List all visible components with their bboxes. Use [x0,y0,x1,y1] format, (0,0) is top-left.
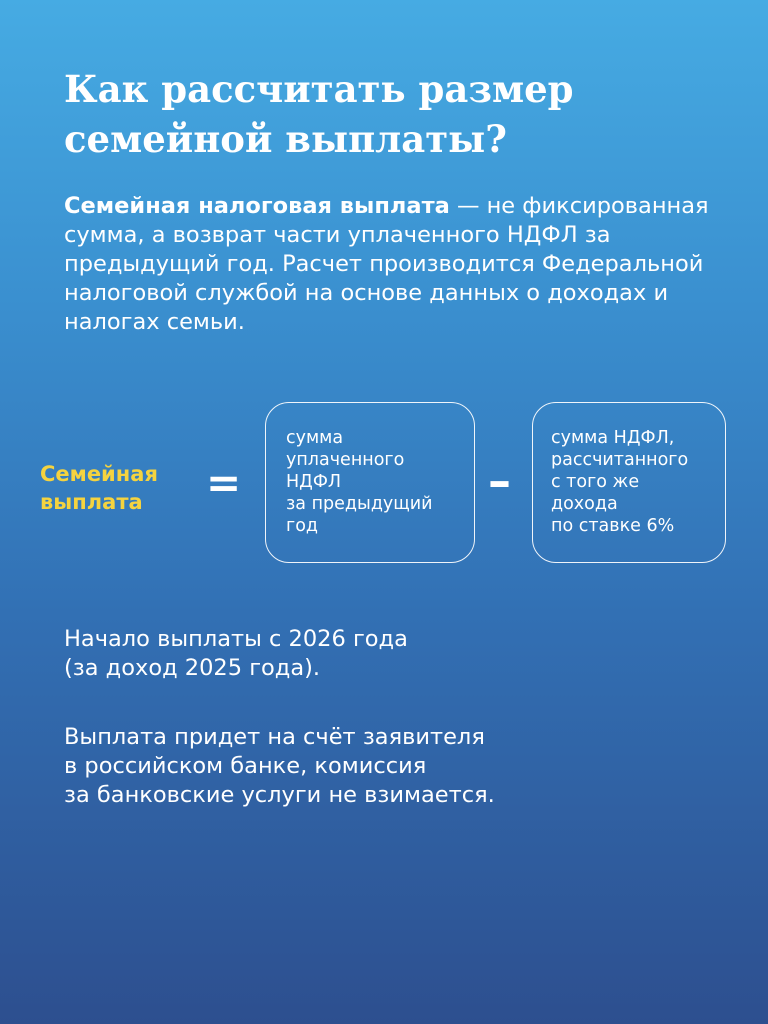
formula-label: Семейная выплата [40,462,158,514]
formula-term-paid-ndfl: сумма уплаченного НДФЛ за предыдущий год [265,402,475,563]
intro-text: — не фиксированная сумма, а возврат части уплаченного НДФЛ за предыдущий год. Расчет производится Федеральной налоговой службой на основе данных о доходах и налогах семьи. [64,193,709,335]
minus-sign: – [488,454,511,508]
intro-lead: Семейная налоговая выплата [64,193,450,219]
page-title: Как рассчитать размер семейной выплаты? [64,67,574,161]
intro-paragraph [64,192,744,337]
bank-transfer-note: Выплата придет на счёт заявителя в российском банке, комиссия за банковские услуги не взимается. [64,724,495,808]
equals-sign: = [206,458,242,507]
formula-term-ndfl-6-percent: сумма НДФЛ, рассчитанного с того же дохода по ставке 6% [532,402,726,563]
start-date-note: Начало выплаты с 2026 года (за доход 2025 года). [64,626,408,681]
